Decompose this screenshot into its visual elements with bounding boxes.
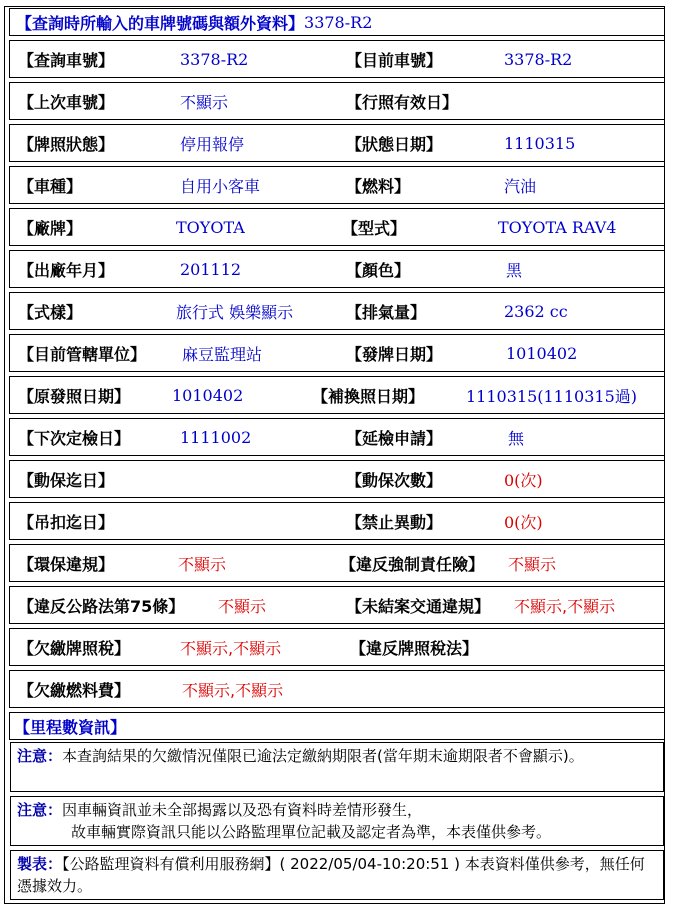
row-fuel-fee bbox=[9, 670, 665, 708]
row-style bbox=[9, 292, 665, 330]
label-original-issue-date: 【原發照日期】 bbox=[18, 386, 131, 406]
note-disclaimer-label: 注意： bbox=[17, 801, 63, 819]
footer-label: 製表： bbox=[17, 855, 63, 873]
label-highway-act-violation: 【違反公路法第75條】 bbox=[18, 596, 185, 616]
label-open-traffic-violation: 【未結案交通違規】 bbox=[346, 596, 491, 616]
label-issue-date: 【發牌日期】 bbox=[346, 344, 443, 364]
label-displacement: 【排氣量】 bbox=[346, 302, 427, 322]
note-arrears-text: 本查詢結果的欠繳情況僅限已逾法定繳納期限者(當年期末逾期限者不會顯示)。 bbox=[62, 747, 584, 765]
label-insurance-violation: 【違反強制責任險】 bbox=[340, 554, 485, 574]
footer-generated-by bbox=[10, 850, 664, 900]
label-query-plate: 【查詢車號】 bbox=[18, 50, 115, 70]
label-unpaid-fuel-fee: 【欠繳燃料費】 bbox=[18, 680, 131, 700]
label-chattel-mortgage-end: 【動保迄日】 bbox=[18, 470, 115, 490]
row-suspension bbox=[9, 502, 665, 540]
value-fuel: 汽油 bbox=[504, 176, 537, 196]
note-disclaimer bbox=[10, 796, 664, 846]
label-replacement-date: 【補換照日期】 bbox=[312, 386, 425, 406]
value-vehicle-type: 自用小客車 bbox=[180, 176, 261, 196]
value-query-plate: 3378-R2 bbox=[180, 49, 249, 69]
row-chattel-mortgage bbox=[9, 460, 665, 498]
query-title-value: 3378-R2 bbox=[304, 12, 373, 32]
label-color: 【顏色】 bbox=[346, 260, 411, 280]
label-license-valid-date: 【行照有效日】 bbox=[346, 92, 459, 112]
row-plate-query bbox=[9, 40, 665, 78]
value-issue-date: 1010402 bbox=[506, 343, 578, 363]
label-environmental-violation: 【環保違規】 bbox=[18, 554, 115, 574]
label-jurisdiction: 【目前管轄單位】 bbox=[18, 344, 147, 364]
row-original-issue bbox=[9, 376, 665, 414]
row-highway-act bbox=[9, 586, 665, 624]
value-inspection-extension: 無 bbox=[508, 428, 525, 448]
label-chattel-mortgage-count: 【動保次數】 bbox=[346, 470, 443, 490]
label-current-plate: 【目前車號】 bbox=[346, 50, 443, 70]
label-manufacture-date: 【出廠年月】 bbox=[18, 260, 115, 280]
value-unpaid-fuel-fee: 不顯示,不顯示 bbox=[182, 680, 284, 700]
value-current-plate: 3378-R2 bbox=[504, 49, 573, 69]
footer-text: 【公路監理資料有償利用服務網】( 2022/05/04-10:20:51 ) 本表資料僅供參考，無任何憑據效力。 bbox=[17, 855, 645, 895]
label-transfer-ban: 【禁止異動】 bbox=[346, 512, 443, 532]
value-highway-act-violation: 不顯示 bbox=[218, 596, 267, 616]
value-previous-plate: 不顯示 bbox=[180, 92, 229, 112]
row-next-inspection bbox=[9, 418, 665, 456]
value-brand: TOYOTA bbox=[176, 217, 245, 237]
row-environmental bbox=[9, 544, 665, 582]
mileage-row bbox=[9, 712, 665, 740]
value-insurance-violation: 不顯示 bbox=[508, 554, 557, 574]
row-plate-status bbox=[9, 124, 665, 162]
value-environmental-violation: 不顯示 bbox=[178, 554, 227, 574]
row-previous-plate bbox=[9, 82, 665, 120]
label-license-tax-violation: 【違反牌照稅法】 bbox=[350, 638, 479, 658]
row-license-tax bbox=[9, 628, 665, 666]
value-manufacture-date: 201112 bbox=[180, 259, 242, 279]
row-manufacture-date bbox=[9, 250, 665, 288]
label-status-date: 【狀態日期】 bbox=[346, 134, 443, 154]
note-arrears bbox=[10, 742, 664, 792]
value-model: TOYOTA RAV4 bbox=[498, 217, 617, 237]
value-displacement: 2362 cc bbox=[504, 301, 568, 321]
label-plate-status: 【牌照狀態】 bbox=[18, 134, 115, 154]
mileage-heading: 【里程數資訊】 bbox=[14, 717, 127, 737]
label-brand: 【廠牌】 bbox=[18, 218, 83, 238]
note-disclaimer-line2: 故車輛實際資訊只能以公路監理單位記載及認定者為準，本表僅供參考。 bbox=[71, 823, 552, 841]
label-next-inspection: 【下次定檢日】 bbox=[18, 428, 131, 448]
label-vehicle-type: 【車種】 bbox=[18, 176, 83, 196]
value-jurisdiction: 麻豆監理站 bbox=[182, 344, 263, 364]
row-vehicle-type bbox=[9, 166, 665, 204]
query-title-row bbox=[9, 8, 665, 36]
label-previous-plate: 【上次車號】 bbox=[18, 92, 115, 112]
label-style: 【式樣】 bbox=[18, 302, 83, 322]
label-model: 【型式】 bbox=[342, 218, 407, 238]
row-jurisdiction bbox=[9, 334, 665, 372]
label-unpaid-license-tax: 【欠繳牌照稅】 bbox=[18, 638, 131, 658]
value-replacement-date: 1110315(1110315過) bbox=[466, 386, 638, 406]
label-fuel: 【燃料】 bbox=[346, 176, 411, 196]
value-plate-status: 停用報停 bbox=[180, 134, 245, 154]
value-original-issue-date: 1010402 bbox=[172, 385, 244, 405]
value-transfer-ban: 0(次) bbox=[504, 512, 543, 532]
note-arrears-label: 注意： bbox=[17, 747, 63, 765]
label-suspension-end: 【吊扣迄日】 bbox=[18, 512, 115, 532]
value-color: 黑 bbox=[506, 260, 523, 280]
value-chattel-mortgage-count: 0(次) bbox=[504, 470, 543, 490]
value-style: 旅行式 娛樂顯示 bbox=[176, 302, 294, 322]
note-disclaimer-line1: 因車輛資訊並未全部揭露以及恐有資料時差情形發生， bbox=[62, 801, 423, 819]
label-inspection-extension: 【延檢申請】 bbox=[346, 428, 443, 448]
query-title-label: 【查詢時所輸入的車牌號碼與額外資料】 bbox=[16, 13, 305, 33]
value-open-traffic-violation: 不顯示,不顯示 bbox=[514, 596, 616, 616]
row-brand bbox=[9, 208, 665, 246]
value-unpaid-license-tax: 不顯示,不顯示 bbox=[180, 638, 282, 658]
value-status-date: 1110315 bbox=[504, 133, 576, 153]
value-next-inspection: 1111002 bbox=[180, 427, 252, 447]
